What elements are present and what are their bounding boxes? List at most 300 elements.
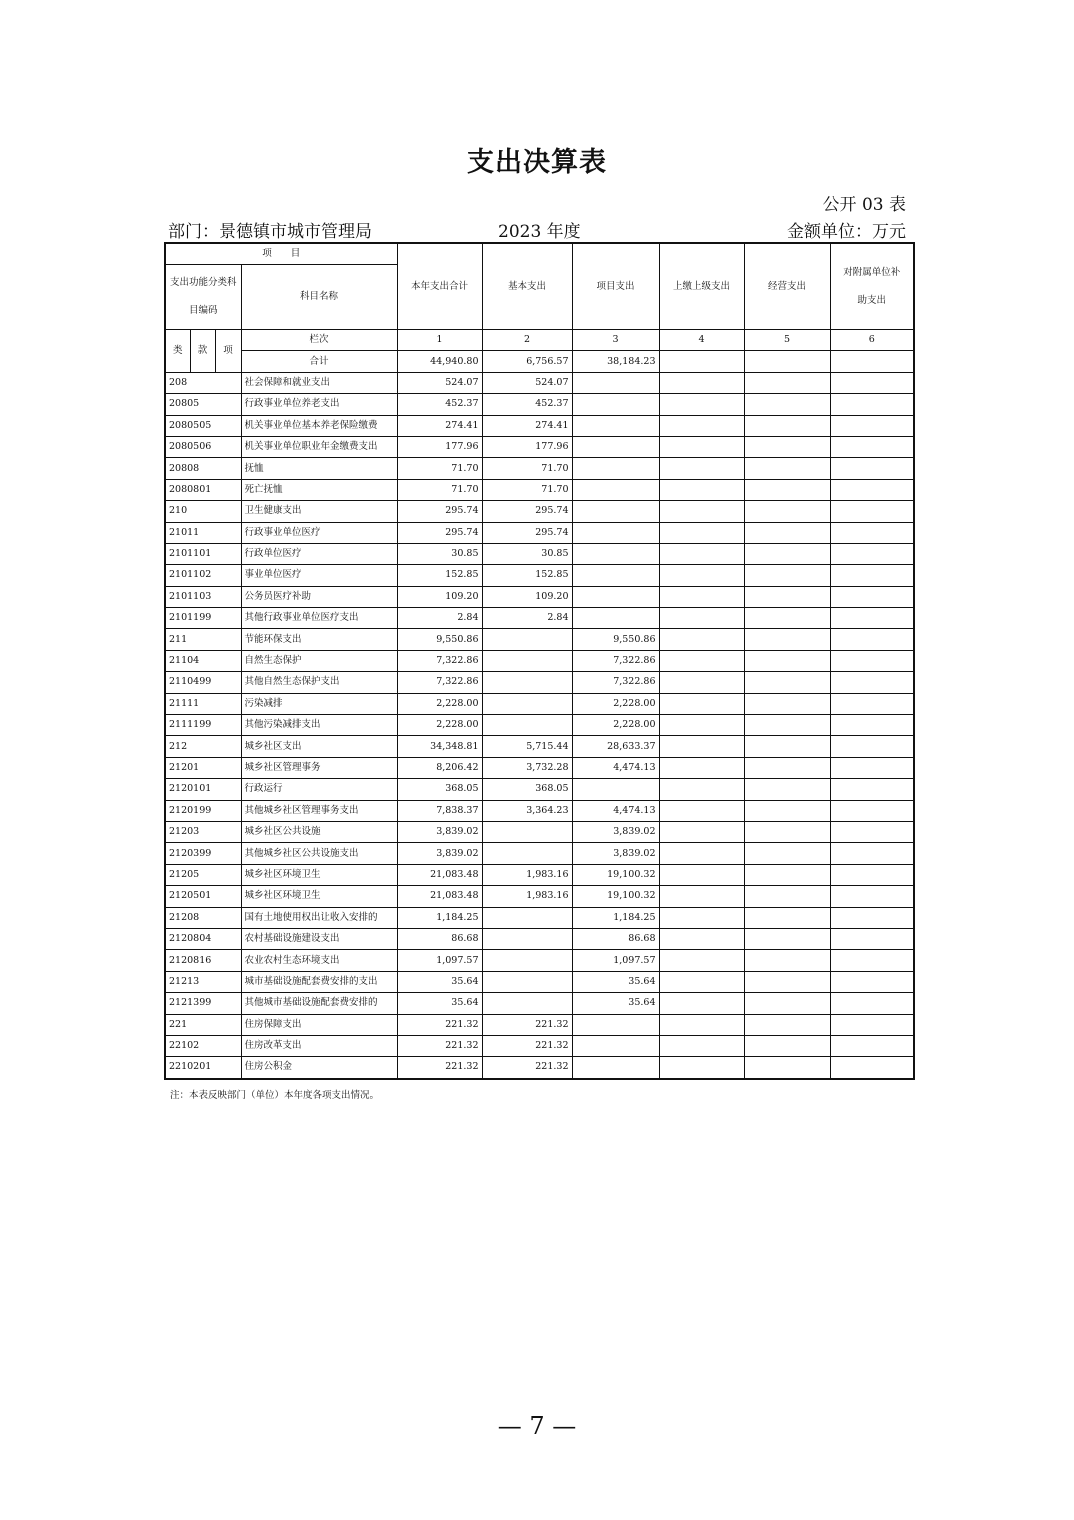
amount-cell: 35.64 <box>572 971 659 992</box>
amount-cell: 7,322.86 <box>397 650 482 671</box>
amount-cell <box>830 501 914 522</box>
header-col-2: 基本支出 <box>482 243 572 330</box>
subject-code: 2101103 <box>165 586 241 607</box>
header-col-1: 本年支出合计 <box>397 243 482 330</box>
amount-cell <box>659 693 744 714</box>
amount-cell: 2.84 <box>397 608 482 629</box>
amount-cell: 3,839.02 <box>397 843 482 864</box>
document-meta <box>168 217 906 241</box>
amount-cell: 452.37 <box>397 394 482 415</box>
amount-cell: 221.32 <box>482 1035 572 1056</box>
amount-cell <box>659 458 744 479</box>
amount-cell <box>744 950 830 971</box>
amount-cell <box>830 650 914 671</box>
header-row-1 <box>165 243 914 265</box>
amount-cell <box>659 736 744 757</box>
amount-cell: 9,550.86 <box>397 629 482 650</box>
amount-cell: 221.32 <box>397 1057 482 1079</box>
table-row <box>165 372 914 393</box>
subject-name: 住房改革支出 <box>241 1035 397 1056</box>
subject-name: 其他城市基础设施配套费安排的 <box>241 993 397 1014</box>
amount-cell <box>830 458 914 479</box>
table-row <box>165 950 914 971</box>
subject-code: 21213 <box>165 971 241 992</box>
amount-cell: 19,100.32 <box>572 886 659 907</box>
amount-cell: 4,474.13 <box>572 800 659 821</box>
subject-code: 221 <box>165 1014 241 1035</box>
amount-cell: 109.20 <box>397 586 482 607</box>
amount-cell <box>744 1014 830 1035</box>
amount-cell <box>659 800 744 821</box>
amount-cell: 35.64 <box>572 993 659 1014</box>
amount-cell <box>482 693 572 714</box>
amount-cell: 2,228.00 <box>397 715 482 736</box>
header-col-3: 项目支出 <box>572 243 659 330</box>
table-note: 注：本表反映部门（单位）本年度各项支出情况。 <box>170 1090 380 1101</box>
table-row <box>165 522 914 543</box>
amount-cell <box>744 1035 830 1056</box>
subject-name: 住房保障支出 <box>241 1014 397 1035</box>
subject-name: 城乡社区公共设施 <box>241 821 397 842</box>
subject-name: 其他污染减排支出 <box>241 715 397 736</box>
amount-cell: 4,474.13 <box>572 757 659 778</box>
table-row <box>165 629 914 650</box>
subject-code: 2101102 <box>165 565 241 586</box>
amount-cell <box>744 522 830 543</box>
amount-cell <box>744 608 830 629</box>
table-row <box>165 864 914 885</box>
amount-cell <box>830 1014 914 1035</box>
amount-cell <box>830 608 914 629</box>
table-row <box>165 736 914 757</box>
subject-name: 城乡社区环境卫生 <box>241 864 397 885</box>
table-row <box>165 672 914 693</box>
amount-cell <box>744 543 830 564</box>
table-row <box>165 715 914 736</box>
amount-cell <box>572 586 659 607</box>
subject-code: 20808 <box>165 458 241 479</box>
subject-name: 自然生态保护 <box>241 650 397 671</box>
table-row <box>165 843 914 864</box>
table-row <box>165 821 914 842</box>
amount-cell <box>830 928 914 949</box>
amount-cell <box>572 458 659 479</box>
col-index-4: 4 <box>659 330 744 351</box>
amount-cell: 452.37 <box>482 394 572 415</box>
subject-code: 2080505 <box>165 415 241 436</box>
amount-cell: 152.85 <box>482 565 572 586</box>
header-item: 项 <box>215 330 241 373</box>
department-label: 部门：景德镇市城市管理局 <box>168 222 372 242</box>
amount-cell <box>744 843 830 864</box>
amount-cell <box>482 907 572 928</box>
table-row <box>165 886 914 907</box>
subject-name: 其他自然生态保护支出 <box>241 672 397 693</box>
amount-cell <box>744 715 830 736</box>
amount-cell <box>830 1035 914 1056</box>
amount-cell <box>830 586 914 607</box>
amount-cell <box>659 886 744 907</box>
amount-cell: 221.32 <box>397 1035 482 1056</box>
amount-cell <box>830 629 914 650</box>
amount-cell: 3,839.02 <box>397 821 482 842</box>
subject-name: 国有土地使用权出让收入安排的 <box>241 907 397 928</box>
amount-cell <box>659 971 744 992</box>
table-row <box>165 394 914 415</box>
total-value: 6,756.57 <box>482 351 572 372</box>
amount-cell <box>744 993 830 1014</box>
amount-cell <box>744 629 830 650</box>
amount-cell <box>830 779 914 800</box>
amount-cell <box>659 394 744 415</box>
header-code-group: 支出功能分类科目编码 <box>165 265 241 330</box>
header-row-index-label: 栏次 <box>241 330 397 351</box>
amount-cell: 3,732.28 <box>482 757 572 778</box>
amount-cell: 1,097.57 <box>397 950 482 971</box>
col-index-1: 1 <box>397 330 482 351</box>
amount-cell <box>572 543 659 564</box>
amount-cell: 7,322.86 <box>572 672 659 693</box>
amount-cell <box>482 650 572 671</box>
amount-cell <box>744 800 830 821</box>
amount-cell: 2,228.00 <box>572 715 659 736</box>
subject-code: 2121399 <box>165 993 241 1014</box>
amount-cell: 274.41 <box>397 415 482 436</box>
subject-name: 死亡抚恤 <box>241 479 397 500</box>
amount-cell: 86.68 <box>572 928 659 949</box>
amount-cell <box>659 543 744 564</box>
amount-cell: 524.07 <box>397 372 482 393</box>
table-row <box>165 757 914 778</box>
amount-cell <box>482 672 572 693</box>
header-section: 款 <box>190 330 215 373</box>
subject-name: 其他行政事业单位医疗支出 <box>241 608 397 629</box>
amount-cell: 1,184.25 <box>572 907 659 928</box>
amount-cell <box>572 501 659 522</box>
subject-code: 2120501 <box>165 886 241 907</box>
amount-cell: 28,633.37 <box>572 736 659 757</box>
subject-name: 行政事业单位养老支出 <box>241 394 397 415</box>
subject-name: 行政单位医疗 <box>241 543 397 564</box>
subject-name: 机关事业单位基本养老保险缴费 <box>241 415 397 436</box>
subject-code: 2120816 <box>165 950 241 971</box>
subject-code: 210 <box>165 501 241 522</box>
subject-name: 行政运行 <box>241 779 397 800</box>
amount-cell <box>659 415 744 436</box>
amount-cell <box>572 1014 659 1035</box>
amount-cell <box>830 436 914 457</box>
amount-cell: 7,322.86 <box>572 650 659 671</box>
header-class: 类 <box>165 330 190 373</box>
amount-cell <box>830 672 914 693</box>
header-row-index <box>165 330 914 351</box>
table-row <box>165 436 914 457</box>
amount-cell <box>830 843 914 864</box>
amount-cell <box>659 993 744 1014</box>
subject-code: 211 <box>165 629 241 650</box>
amount-cell: 86.68 <box>397 928 482 949</box>
amount-cell: 19,100.32 <box>572 864 659 885</box>
amount-cell <box>482 715 572 736</box>
table-row <box>165 1014 914 1035</box>
amount-cell <box>744 415 830 436</box>
subject-code: 21208 <box>165 907 241 928</box>
amount-cell: 7,838.37 <box>397 800 482 821</box>
table-row <box>165 586 914 607</box>
amount-cell: 524.07 <box>482 372 572 393</box>
amount-cell <box>659 1014 744 1035</box>
total-value <box>744 351 830 372</box>
amount-cell <box>830 821 914 842</box>
subject-code: 2101199 <box>165 608 241 629</box>
amount-cell: 1,983.16 <box>482 864 572 885</box>
subject-name: 住房公积金 <box>241 1057 397 1079</box>
amount-cell <box>572 415 659 436</box>
subject-name: 农村基础设施建设支出 <box>241 928 397 949</box>
amount-cell: 7,322.86 <box>397 672 482 693</box>
amount-cell <box>659 928 744 949</box>
table-row <box>165 608 914 629</box>
amount-cell <box>572 372 659 393</box>
amount-cell <box>744 458 830 479</box>
header-subject-name: 科目名称 <box>241 265 397 330</box>
amount-cell: 30.85 <box>482 543 572 564</box>
amount-cell <box>482 821 572 842</box>
subject-code: 21203 <box>165 821 241 842</box>
amount-cell <box>744 864 830 885</box>
amount-cell: 368.05 <box>482 779 572 800</box>
subject-name: 机关事业单位职业年金缴费支出 <box>241 436 397 457</box>
amount-cell: 35.64 <box>397 993 482 1014</box>
form-number: 公开 03 表 <box>822 195 906 215</box>
amount-cell <box>830 971 914 992</box>
amount-cell <box>830 757 914 778</box>
amount-cell: 295.74 <box>482 501 572 522</box>
header-col-6: 对附属单位补助支出 <box>830 243 914 330</box>
amount-cell: 21,083.48 <box>397 886 482 907</box>
subject-code: 20805 <box>165 394 241 415</box>
amount-cell <box>659 436 744 457</box>
amount-cell <box>830 736 914 757</box>
amount-cell: 295.74 <box>397 501 482 522</box>
amount-cell <box>572 394 659 415</box>
amount-cell: 295.74 <box>482 522 572 543</box>
amount-cell <box>482 993 572 1014</box>
table-row <box>165 501 914 522</box>
total-value <box>830 351 914 372</box>
amount-cell: 21,083.48 <box>397 864 482 885</box>
page-number: — 7 — <box>497 1412 577 1440</box>
amount-cell: 368.05 <box>397 779 482 800</box>
amount-cell <box>572 779 659 800</box>
amount-cell <box>659 779 744 800</box>
amount-cell <box>572 1035 659 1056</box>
header-item-group: 项 目 <box>165 243 397 265</box>
subject-name: 抚恤 <box>241 458 397 479</box>
amount-cell: 221.32 <box>482 1014 572 1035</box>
subject-name: 卫生健康支出 <box>241 501 397 522</box>
amount-cell <box>830 372 914 393</box>
table-row <box>165 928 914 949</box>
subject-code: 212 <box>165 736 241 757</box>
subject-code: 21205 <box>165 864 241 885</box>
amount-cell: 5,715.44 <box>482 736 572 757</box>
amount-cell: 221.32 <box>482 1057 572 1079</box>
amount-cell <box>659 907 744 928</box>
amount-cell: 8,206.42 <box>397 757 482 778</box>
amount-cell: 34,348.81 <box>397 736 482 757</box>
amount-cell <box>744 693 830 714</box>
subject-code: 2120399 <box>165 843 241 864</box>
amount-cell <box>830 522 914 543</box>
amount-cell: 2,228.00 <box>397 693 482 714</box>
amount-cell <box>659 864 744 885</box>
amount-cell <box>744 886 830 907</box>
table-row <box>165 1057 914 1079</box>
amount-cell <box>482 843 572 864</box>
amount-cell <box>744 757 830 778</box>
amount-unit: 金额单位：万元 <box>787 222 906 242</box>
amount-cell: 30.85 <box>397 543 482 564</box>
total-value: 38,184.23 <box>572 351 659 372</box>
table-row <box>165 971 914 992</box>
amount-cell: 35.64 <box>397 971 482 992</box>
subject-code: 2120101 <box>165 779 241 800</box>
amount-cell <box>572 479 659 500</box>
amount-cell: 1,983.16 <box>482 886 572 907</box>
amount-cell <box>659 757 744 778</box>
table-row <box>165 907 914 928</box>
amount-cell: 2,228.00 <box>572 693 659 714</box>
table-row <box>165 993 914 1014</box>
amount-cell <box>659 650 744 671</box>
totals-label: 合计 <box>241 351 397 372</box>
subject-code: 2080801 <box>165 479 241 500</box>
subject-code: 2080506 <box>165 436 241 457</box>
amount-cell <box>744 394 830 415</box>
amount-cell <box>659 950 744 971</box>
header-col-5: 经营支出 <box>744 243 830 330</box>
amount-cell <box>830 565 914 586</box>
subject-code: 21201 <box>165 757 241 778</box>
amount-cell <box>744 650 830 671</box>
amount-cell: 109.20 <box>482 586 572 607</box>
table-row <box>165 1035 914 1056</box>
subject-name: 城乡社区环境卫生 <box>241 886 397 907</box>
total-value <box>659 351 744 372</box>
amount-cell <box>572 436 659 457</box>
amount-cell <box>659 715 744 736</box>
amount-cell <box>830 479 914 500</box>
table-row <box>165 458 914 479</box>
amount-cell: 152.85 <box>397 565 482 586</box>
subject-name: 其他城乡社区公共设施支出 <box>241 843 397 864</box>
amount-cell <box>482 971 572 992</box>
amount-cell: 177.96 <box>397 436 482 457</box>
amount-cell <box>659 372 744 393</box>
amount-cell: 1,097.57 <box>572 950 659 971</box>
amount-cell <box>572 608 659 629</box>
amount-cell <box>744 436 830 457</box>
amount-cell <box>659 565 744 586</box>
amount-cell <box>659 1035 744 1056</box>
subject-code: 2120199 <box>165 800 241 821</box>
amount-cell <box>572 565 659 586</box>
amount-cell <box>744 1057 830 1079</box>
amount-cell <box>744 779 830 800</box>
amount-cell: 295.74 <box>397 522 482 543</box>
amount-cell <box>659 672 744 693</box>
amount-cell: 274.41 <box>482 415 572 436</box>
subject-code: 21011 <box>165 522 241 543</box>
amount-cell <box>659 501 744 522</box>
amount-cell <box>659 629 744 650</box>
fiscal-year: 2023 年度 <box>498 222 581 242</box>
amount-cell: 3,839.02 <box>572 843 659 864</box>
subject-code: 2111199 <box>165 715 241 736</box>
amount-cell <box>830 394 914 415</box>
subject-code: 22102 <box>165 1035 241 1056</box>
amount-cell <box>744 928 830 949</box>
subject-name: 城乡社区支出 <box>241 736 397 757</box>
subject-name: 事业单位医疗 <box>241 565 397 586</box>
subject-code: 2120804 <box>165 928 241 949</box>
subject-code: 2101101 <box>165 543 241 564</box>
amount-cell: 221.32 <box>397 1014 482 1035</box>
amount-cell <box>659 608 744 629</box>
amount-cell: 177.96 <box>482 436 572 457</box>
table-row <box>165 779 914 800</box>
col-index-3: 3 <box>572 330 659 351</box>
amount-cell <box>744 821 830 842</box>
amount-cell <box>830 543 914 564</box>
amount-cell <box>572 1057 659 1079</box>
subject-name: 社会保障和就业支出 <box>241 372 397 393</box>
subject-name: 城乡社区管理事务 <box>241 757 397 778</box>
amount-cell <box>830 950 914 971</box>
subject-name: 污染减排 <box>241 693 397 714</box>
amount-cell: 9,550.86 <box>572 629 659 650</box>
amount-cell <box>744 565 830 586</box>
amount-cell <box>659 586 744 607</box>
amount-cell <box>659 479 744 500</box>
amount-cell <box>482 950 572 971</box>
subject-name: 公务员医疗补助 <box>241 586 397 607</box>
col-index-2: 2 <box>482 330 572 351</box>
subject-name: 节能环保支出 <box>241 629 397 650</box>
table-row <box>165 565 914 586</box>
amount-cell <box>830 1057 914 1079</box>
amount-cell <box>482 629 572 650</box>
subject-code: 21104 <box>165 650 241 671</box>
amount-cell <box>830 693 914 714</box>
amount-cell: 71.70 <box>397 458 482 479</box>
totals-row <box>165 351 914 372</box>
col-index-5: 5 <box>744 330 830 351</box>
amount-cell <box>659 821 744 842</box>
amount-cell <box>830 907 914 928</box>
subject-code: 2210201 <box>165 1057 241 1079</box>
amount-cell <box>830 886 914 907</box>
amount-cell: 71.70 <box>482 458 572 479</box>
col-index-6: 6 <box>830 330 914 351</box>
amount-cell <box>744 672 830 693</box>
amount-cell <box>744 501 830 522</box>
amount-cell <box>744 479 830 500</box>
amount-cell: 71.70 <box>482 479 572 500</box>
amount-cell <box>830 993 914 1014</box>
table-row <box>165 543 914 564</box>
